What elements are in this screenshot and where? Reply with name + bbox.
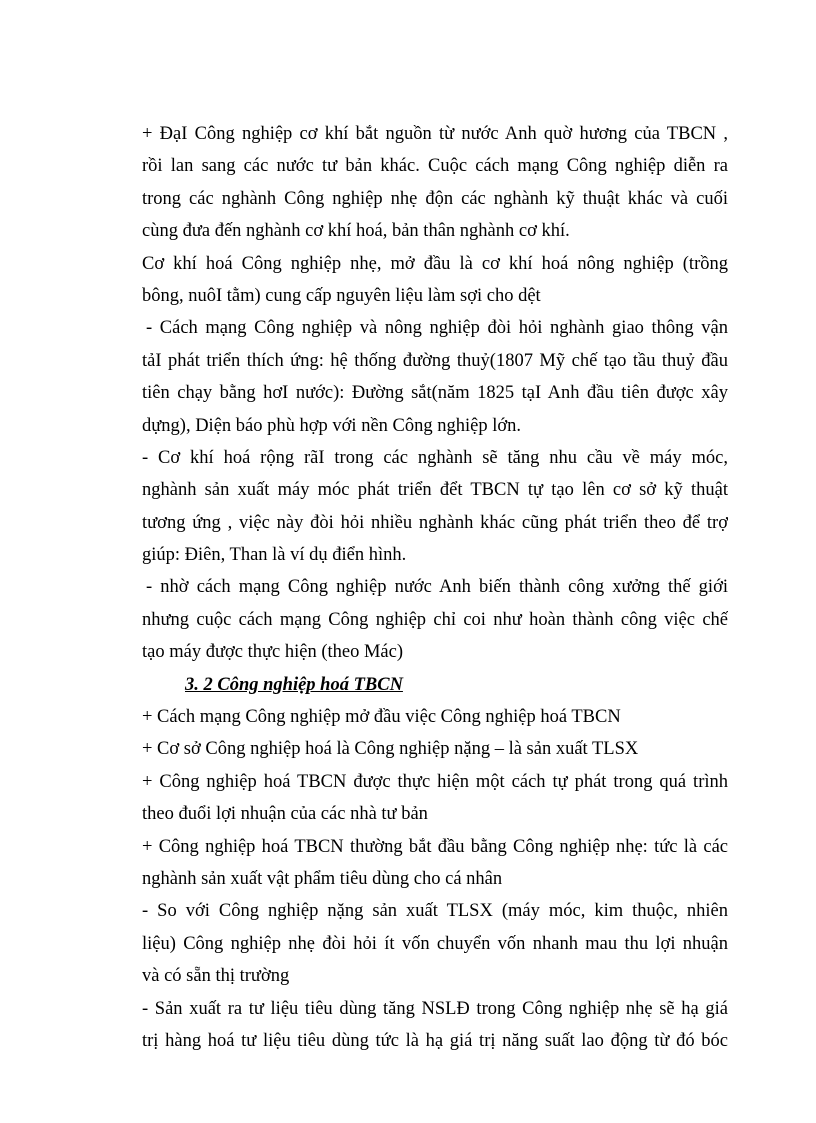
text-line: + Cơ sở Công nghiệp hoá là Công nghiệp nặng – là sản xuất TLSX — [142, 739, 639, 760]
text-line: + Công nghiệp hoá TBCN thường bắt đầu bằng Công nghiệp nhẹ: tức là các — [142, 836, 728, 857]
text-line: cùng đưa đến nghành cơ khí hoá, bản thân nghành cơ khí. — [142, 221, 570, 242]
text-line: dựng), Diện báo phù hợp với nền Công nghiệp lớn. — [142, 415, 522, 436]
text-line: tiên chạy bằng hơI nước): Đường sắt(năm 1825 tạI Anh đầu tiên được xây — [142, 383, 728, 404]
text-line: nghành sản xuất vật phẩm tiêu dùng cho cá nhân — [142, 868, 503, 889]
text-line: rồi lan sang các nước tư bản khác. Cuộc cách mạng Công nghiệp diễn ra — [142, 156, 728, 177]
text-line: - Cách mạng Công nghiệp và nông nghiệp đòi hỏi nghành giao thông vận — [146, 318, 728, 339]
text-line: theo đuổi lợi nhuận của các nhà tư bản — [142, 804, 428, 825]
text-line: nghành sản xuất máy móc phát triển đểt TBCN tự tạo lên cơ sở kỹ thuật — [142, 480, 728, 501]
document-page — [142, 118, 728, 1057]
text-line: tạo máy được thực hiện (theo Mác) — [142, 642, 403, 663]
text-line: - nhờ cách mạng Công nghiệp nước Anh biến thành công xưởng thế giới — [146, 577, 728, 598]
text-line: nhưng cuộc cách mạng Công nghiệp chỉ coi như hoàn thành công việc chế — [142, 609, 728, 630]
section-heading: 3. 2 Công nghiệp hoá TBCN — [185, 674, 403, 695]
text-line: - So với Công nghiệp nặng sản xuất TLSX (máy móc, kim thuộc, nhiên — [142, 901, 728, 922]
text-line: - Sản xuất ra tư liệu tiêu dùng tăng NSLĐ trong Công nghiệp nhẹ sẽ hạ giá — [142, 998, 728, 1019]
text-line: + Công nghiệp hoá TBCN được thực hiện một cách tự phát trong quá trình — [142, 771, 728, 792]
text-line: + ĐạI Công nghiệp cơ khí bắt nguồn từ nước Anh quờ hương của TBCN , — [142, 124, 728, 144]
text-line: + Cách mạng Công nghiệp mở đầu việc Công nghiệp hoá TBCN — [142, 707, 621, 728]
text-line: liệu) Công nghiệp nhẹ đòi hỏi ít vốn chuyển vốn nhanh mau thu lợi nhuận — [142, 933, 728, 954]
text-line: tương ứng , việc này đòi hỏi nhiều nghành khác cũng phát triển theo để trợ — [142, 512, 728, 533]
text-line: tảI phát triển thích ứng: hệ thống đường thuỷ(1807 Mỹ chế tạo tầu thuỷ đầu — [142, 350, 728, 371]
text-line: trị hàng hoá tư liệu tiêu dùng tức là hạ giá trị năng suất lao động từ đó bóc — [142, 1030, 728, 1051]
text-line: bông, nuôI tằm) cung cấp nguyên liệu làm sợi cho dệt — [142, 285, 541, 306]
text-line: - Cơ khí hoá rộng rãI trong các nghành sẽ tăng nhu cầu về máy móc, — [142, 447, 728, 468]
text-line: Cơ khí hoá Công nghiệp nhẹ, mở đầu là cơ khí hoá nông nghiệp (trồng — [142, 253, 728, 274]
text-line: và có sẵn thị trường — [142, 966, 290, 987]
text-line: giúp: Điên, Than là ví dụ điển hình. — [142, 545, 407, 566]
text-line: trong các nghành Công nghiệp nhẹ độn các nghành kỹ thuật khác và cuối — [142, 188, 728, 209]
